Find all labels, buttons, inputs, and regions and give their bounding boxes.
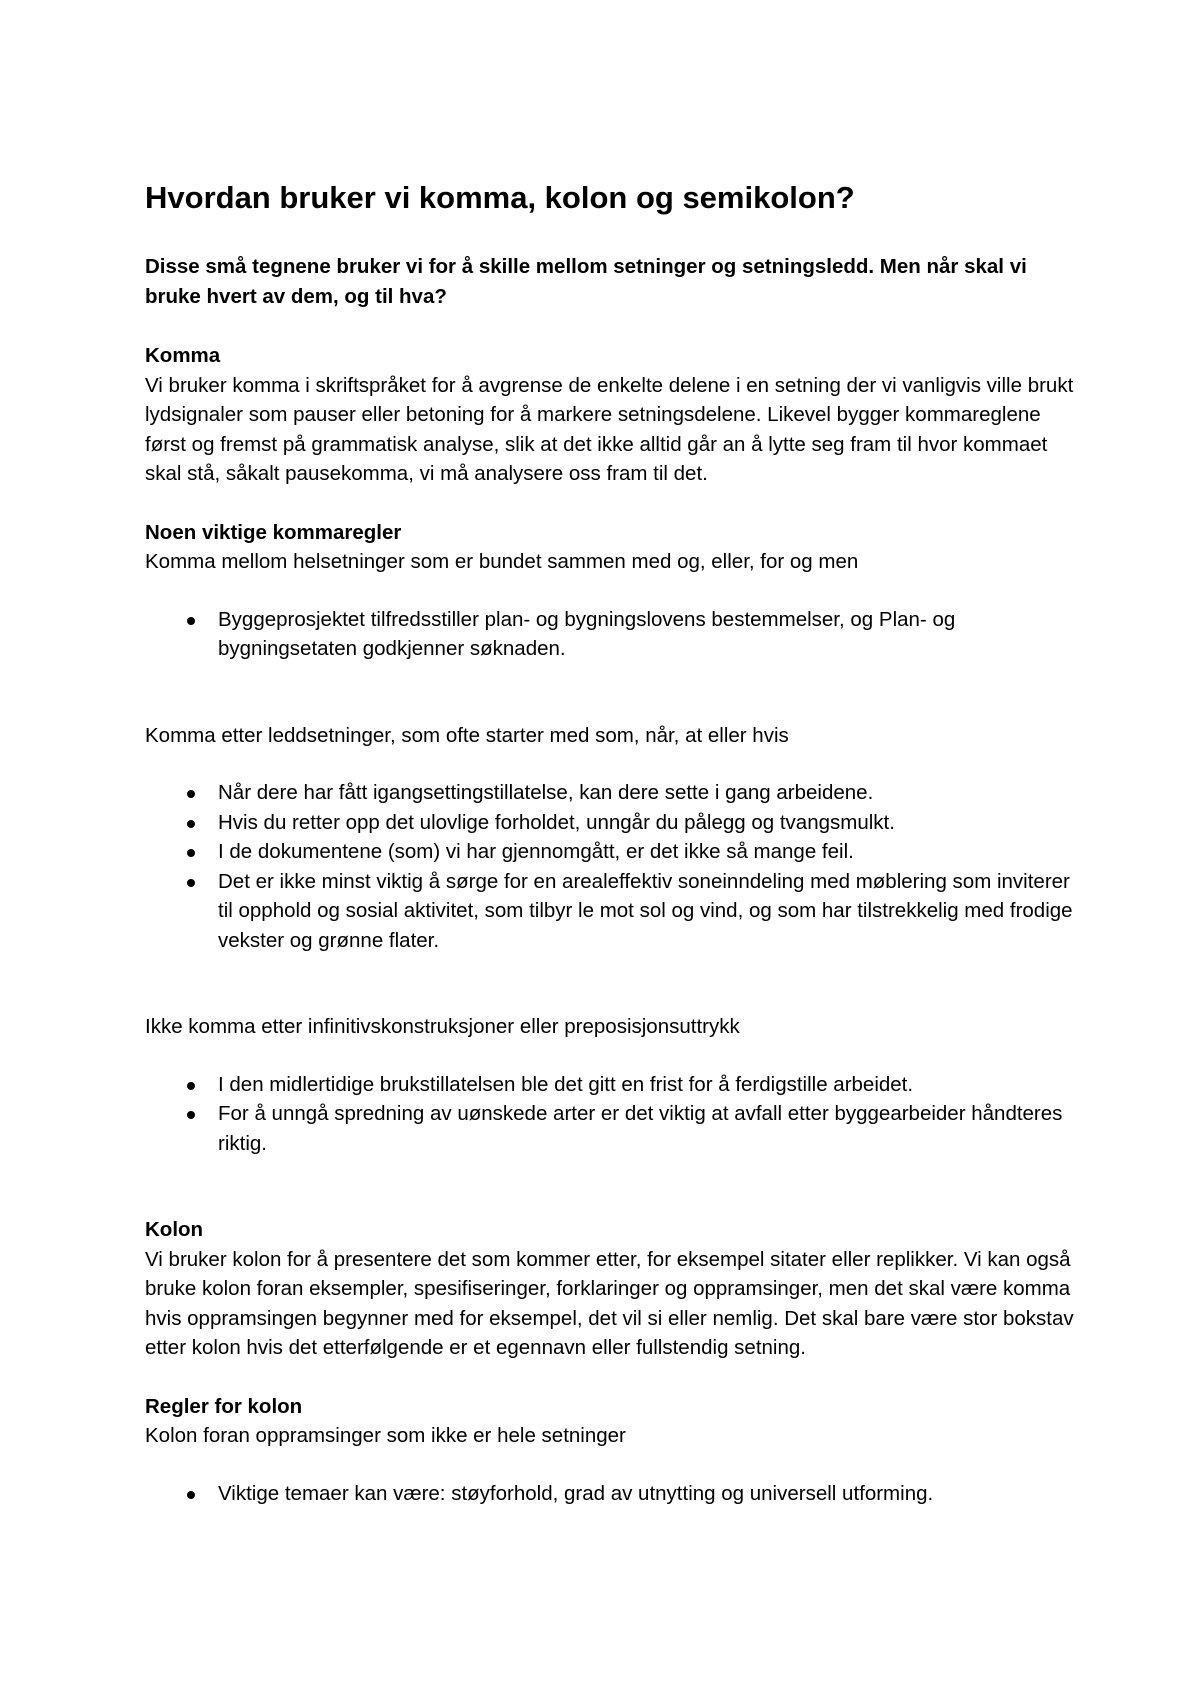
example-list [145, 778, 1080, 955]
section-heading-komma: Komma [145, 344, 221, 367]
bullet-icon [187, 790, 195, 798]
section-heading-kolon: Kolon [145, 1218, 204, 1241]
example-list [145, 1479, 1080, 1509]
section-kommaregler [145, 518, 1080, 1159]
rule-text: Ikke komma etter infinitivskonstruksjoner eller preposisjonsuttrykk [145, 1015, 740, 1038]
section-komma [145, 341, 1080, 489]
bullet-icon [187, 849, 195, 857]
bullet-icon [187, 1082, 195, 1090]
list-item: For å unngå spredning av uønskede arter er det viktig at avfall etter byggearbeider håndteres riktig. [145, 1099, 1080, 1158]
bullet-icon [187, 617, 195, 625]
bullet-icon [187, 1111, 195, 1119]
section-kolon [145, 1215, 1080, 1363]
page-title: Hvordan bruker vi komma, kolon og semikolon? [145, 180, 855, 215]
list-item: Når dere har fått igangsettingstillatelse, kan dere sette i gang arbeidene. [145, 778, 1080, 808]
intro-paragraph: Disse små tegnene bruker vi for å skille mellom setninger og setningsledd. Men når skal vi bruke hvert av dem, og til hva? [145, 255, 1027, 308]
rule-text: Komma etter leddsetninger, som ofte starter med som, når, at eller hvis [145, 723, 789, 747]
bullet-icon [187, 1491, 195, 1499]
section-heading-kommaregler: Noen viktige kommaregler [145, 520, 402, 544]
list-item: Byggeprosjektet tilfredsstiller plan- og bygningslovens bestemmelser, og Plan- og bygningsetaten godkjenner søknaden. [145, 605, 1080, 664]
example-list [145, 605, 1080, 664]
rule-text: Kolon foran oppramsinger som ikke er hele setninger [145, 1424, 626, 1447]
list-item: I den midlertidige brukstillatelsen ble det gitt en frist for å ferdigstille arbeidet. [145, 1070, 1080, 1100]
section-heading-kolonregler: Regler for kolon [145, 1394, 303, 1418]
section-body-komma: Vi bruker komma i skriftspråket for å avgrense de enkelte delene i en setning der vi vanligvis ville brukt lydsignaler som pauser eller betoning for å markere setningsdelene. Likevel bygger kommareglene først og fremst på grammatisk analyse, slik at det ikke alltid går an å lytte seg fram til hvor kommaet skal stå, såkalt pausekomma, vi må analysere oss fram til det. [145, 373, 1074, 485]
section-body-kolon: Vi bruker kolon for å presentere det som kommer etter, for eksempel sitater eller replikker. Vi kan også bruke kolon foran eksempler, spesifiseringer, forklaringer og oppramsinger, men det skal være komma hvis oppramsingen begynner med for eksempel, det vil si eller nemlig. Det skal bare være stor bokstav etter kolon hvis det etterfølgende er et egennavn eller fullstendig setning. [145, 1247, 1074, 1359]
list-item: Hvis du retter opp det ulovlige forholdet, unngår du pålegg og tvangsmulkt. [145, 808, 1080, 838]
list-item: I de dokumentene (som) vi har gjennomgått, er det ikke så mange feil. [145, 837, 1080, 867]
list-item: Det er ikke minst viktig å sørge for en arealeffektiv soneinndeling med møblering som inviterer til opphold og sosial aktivitet, som tilbyr le mot sol og vind, og som har tilstrekkelig med frodige vekster og grønne flater. [145, 867, 1080, 956]
bullet-icon [187, 879, 195, 887]
list-item: Viktige temaer kan være: støyforhold, grad av utnytting og universell utforming. [145, 1479, 1080, 1509]
section-kolonregler [145, 1392, 1080, 1509]
rule-text: Komma mellom helsetninger som er bundet sammen med og, eller, for og men [145, 550, 859, 573]
example-list [145, 1070, 1080, 1159]
bullet-icon [187, 820, 195, 828]
